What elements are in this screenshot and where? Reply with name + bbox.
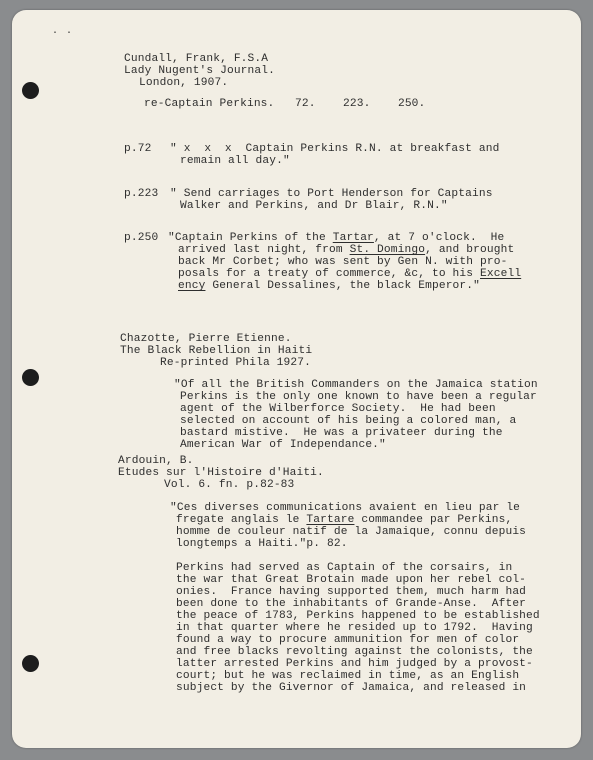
quote223-line: " Send carriages to Port Henderson for Captains	[170, 188, 493, 200]
cite3-paragraph-line: onies. France having supported them, much harm had	[176, 586, 527, 598]
quote250-line: "Captain Perkins of the Tartar, at 7 o'clock. He	[168, 232, 505, 244]
ref-p72: p.72	[124, 143, 152, 155]
cite2-quote-line: "Of all the British Commanders on the Jamaica station	[174, 379, 538, 391]
cite3-paragraph-line: the peace of 1783, Perkins happened to be established	[176, 610, 540, 622]
cite1-place: London, 1907.	[139, 77, 229, 89]
ref-p223: p.223	[124, 188, 159, 200]
cite3-paragraph-line: the war that Great Brotain made upon her rebel col-	[176, 574, 527, 586]
cite3-paragraph-line: in that quarter where he resided up to 1792. Having	[176, 622, 533, 634]
binder-hole	[22, 82, 39, 99]
cite2-quote-line: Perkins is the only one known to have been a regular	[180, 391, 537, 403]
quote72-line: " x x x Captain Perkins R.N. at breakfast and	[170, 143, 500, 155]
cite3-quote-line: longtemps a Haiti."p. 82.	[176, 538, 348, 550]
cite3-paragraph-line: Perkins had served as Captain of the corsairs, in	[176, 562, 513, 574]
cite2-title: The Black Rebellion in Haiti	[120, 345, 313, 357]
quote223-line: Walker and Perkins, and Dr Blair, R.N."	[180, 200, 448, 212]
cite3-quote-line: fregate anglais le Tartare commandee par Perkins,	[176, 514, 513, 526]
cite3-quote-line: homme de couleur natif de la Jamaique, connu depuis	[176, 526, 527, 538]
cite3-paragraph-line: court; but he was reclaimed in time, as an English	[176, 670, 520, 682]
cite1-page-refs: re-Captain Perkins. 72. 223. 250.	[144, 98, 426, 110]
cite2-quote-line: American War of Independance."	[180, 439, 386, 451]
cite2-reprint: Re-printed Phila 1927.	[160, 357, 311, 369]
index-card-page	[12, 10, 581, 748]
cite3-quote-line: "Ces diverses communications avaient en lieu par le	[170, 502, 521, 514]
ref-p250: p.250	[124, 232, 159, 244]
cite3-paragraph-line: and free blacks revolting against the colonists, the	[176, 646, 533, 658]
quote250-line: posals for a treaty of commerce, &c, to his Excell	[178, 268, 522, 280]
cite1-title: Lady Nugent's Journal.	[124, 65, 275, 77]
cite2-quote-line: selected on account of his being a colored man, a	[180, 415, 517, 427]
binder-hole	[22, 655, 39, 672]
cite3-paragraph-line: subject by the Givernor of Jamaica, and released in	[176, 682, 527, 694]
cite3-paragraph-line: latter arrested Perkins and him judged by a provost-	[176, 658, 533, 670]
cite1-author: Cundall, Frank, F.S.A	[124, 53, 269, 65]
quote72-line: remain all day."	[180, 155, 290, 167]
quote250-line: arrived last night, from St. Domingo, and brought	[178, 244, 515, 256]
cite3-title: Etudes sur l'Histoire d'Haiti.	[118, 467, 324, 479]
cite3-paragraph-line: found a way to procure ammunition for men of color	[176, 634, 520, 646]
cite2-quote-line: agent of the Wilberforce Society. He had been	[180, 403, 496, 415]
cite3-paragraph-line: been done to the inhabitants of Grande-Anse. After	[176, 598, 527, 610]
cite2-quote-line: bastard mistive. He was a privateer during the	[180, 427, 503, 439]
cite2-author: Chazotte, Pierre Etienne.	[120, 333, 292, 345]
cite3-author: Ardouin, B.	[118, 455, 194, 467]
ink-marks: ··	[52, 28, 81, 39]
quote250-line: ency General Dessalines, the black Emperor."	[178, 280, 481, 292]
cite3-volume: Vol. 6. fn. p.82-83	[164, 479, 295, 491]
quote250-line: back Mr Corbet; who was sent by Gen N. with pro-	[178, 256, 508, 268]
binder-hole	[22, 369, 39, 386]
